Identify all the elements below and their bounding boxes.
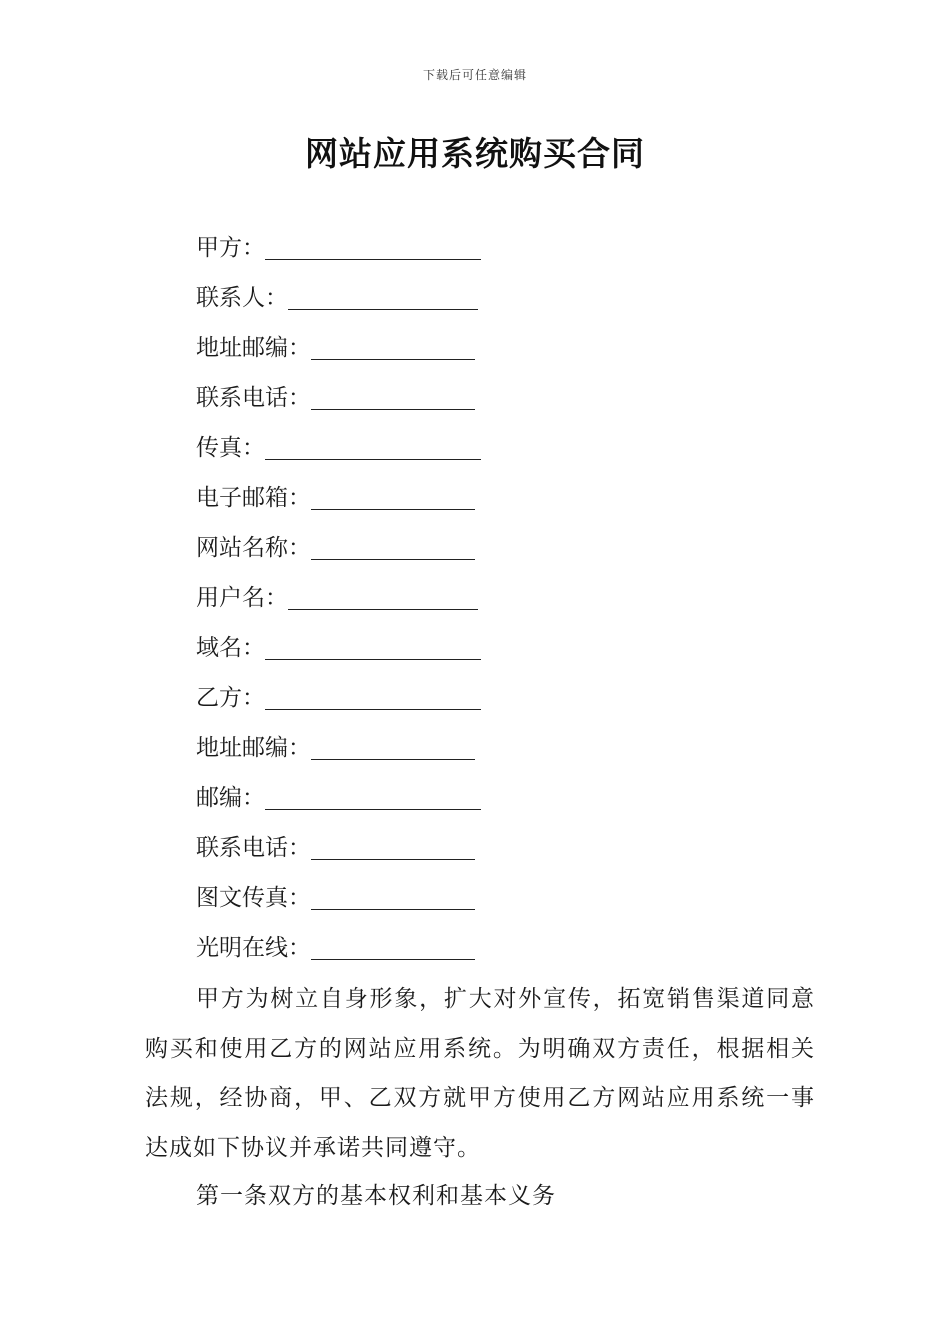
field-label: 邮编： [196, 785, 265, 811]
field-label: 域名： [196, 635, 265, 661]
field-contact-person [196, 278, 496, 328]
field-phone-b [196, 828, 496, 878]
field-label: 乙方： [196, 685, 265, 711]
blank-line[interactable] [311, 328, 475, 368]
field-fax [196, 428, 496, 478]
field-label: 联系电话： [196, 835, 311, 861]
field-label: 地址邮编： [196, 335, 311, 361]
field-label: 地址邮编： [196, 735, 311, 761]
field-website-name [196, 528, 496, 578]
header-note: 下载后可任意编辑 [422, 68, 527, 82]
field-label: 图文传真： [196, 885, 311, 911]
field-label: 甲方： [196, 235, 265, 261]
field-label: 电子邮箱： [196, 485, 311, 511]
blank-line[interactable] [311, 728, 475, 768]
field-email [196, 478, 496, 528]
blank-line[interactable] [311, 378, 475, 418]
intro-paragraph: 甲方为树立自身形象，扩大对外宣传，拓宽销售渠道同意购买和使用乙方的网站应用系统。为明确双方责任，根据相关法规，经协商，甲、乙双方就甲方使用乙方网站应用系统一事达成如下协议并承诺共同遵守。 [145, 986, 815, 1161]
field-party-b [196, 678, 496, 728]
blank-line[interactable] [265, 628, 481, 668]
field-guangming-online [196, 928, 496, 978]
field-image-fax [196, 878, 496, 928]
blank-line[interactable] [288, 578, 478, 618]
field-address-postcode [196, 328, 496, 378]
field-label: 联系人： [196, 285, 288, 311]
blank-line[interactable] [311, 478, 475, 518]
blank-line[interactable] [311, 928, 475, 968]
blank-line[interactable] [265, 428, 481, 468]
field-address-postcode-b [196, 728, 496, 778]
field-label: 传真： [196, 435, 265, 461]
blank-line[interactable] [265, 778, 481, 818]
blank-line[interactable] [311, 878, 475, 918]
blank-line[interactable] [265, 228, 481, 268]
field-label: 用户名： [196, 585, 288, 611]
blank-line[interactable] [265, 678, 481, 718]
field-phone [196, 378, 496, 428]
field-username [196, 578, 496, 628]
blank-line[interactable] [311, 528, 475, 568]
section-heading: 第一条双方的基本权利和基本义务 [196, 1183, 556, 1209]
field-label: 光明在线： [196, 935, 311, 961]
blank-line[interactable] [311, 828, 475, 868]
field-postcode [196, 778, 496, 828]
field-label: 网站名称： [196, 535, 311, 561]
field-domain [196, 628, 496, 678]
document-title: 网站应用系统购买合同 [305, 134, 645, 173]
contract-fields [196, 228, 496, 978]
field-party-a [196, 228, 496, 278]
blank-line[interactable] [288, 278, 478, 318]
field-label: 联系电话： [196, 385, 311, 411]
